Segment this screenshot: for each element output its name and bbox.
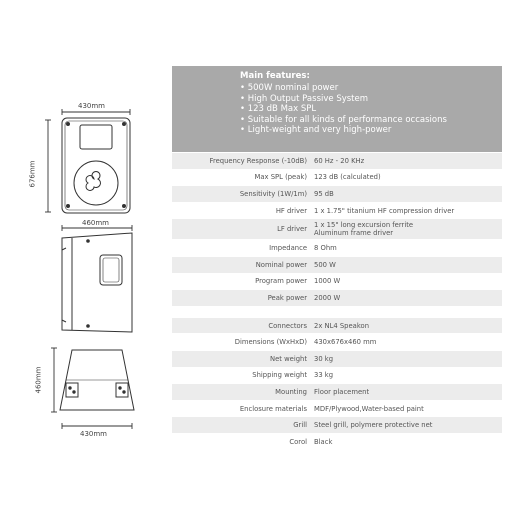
spec-row: [172, 219, 502, 240]
spec-label: Corol: [289, 437, 307, 446]
spec-label: HF driver: [275, 206, 307, 215]
features-list: [240, 83, 447, 136]
spec-label: Nominal power: [255, 260, 307, 269]
spec-label: Enclosure materials: [239, 404, 307, 413]
feature-item: • High Output Passive System: [240, 94, 447, 105]
main-features-box: [172, 66, 502, 152]
spec-row: [172, 384, 502, 401]
spec-row: [172, 240, 502, 257]
spec-value: 60 Hz - 20 KHz: [314, 156, 365, 165]
spec-label: Shipping weight: [252, 371, 307, 380]
front-width-label: 430mm: [78, 102, 105, 110]
spec-value: [314, 219, 413, 239]
spec-label: Net weight: [269, 354, 307, 363]
spec-value: 8 Ohm: [314, 244, 337, 253]
spec-label: Frequency Response (-10dB): [209, 156, 307, 165]
spec-value: 123 dB (calculated): [314, 173, 381, 182]
spec-row: [172, 368, 502, 385]
spec-label: Max SPL (peak): [254, 173, 307, 182]
spec-value: 1000 W: [314, 277, 341, 286]
spec-row: [172, 290, 502, 307]
top-view: [60, 350, 134, 410]
spec-value-line2: Aluminum frame driver: [314, 229, 394, 238]
top-width-label: 430mm: [80, 430, 107, 438]
spec-row: [172, 274, 502, 291]
technical-drawings: [0, 0, 172, 522]
spec-value-line1: 1 x 15" long excursion ferrite: [314, 221, 414, 230]
spec-label: Mounting: [275, 387, 307, 396]
spec-label: Program power: [255, 277, 307, 286]
spec-value: 33 kg: [314, 371, 334, 380]
spec-row: [172, 401, 502, 418]
spec-value: 500 W: [314, 260, 336, 269]
spec-value: 1 x 1.75" titanium HF compression driver: [314, 206, 455, 215]
spec-value: 95 dB: [314, 189, 334, 198]
feature-item: • 123 dB Max SPL: [240, 104, 447, 115]
spec-value: 430x676x460 mm: [314, 338, 377, 347]
spec-row: [172, 318, 502, 335]
spec-label: Sensitivity (1W/1m): [239, 189, 307, 198]
spec-row: [172, 257, 502, 274]
spec-value: Steel grill, polymere protective net: [314, 421, 433, 430]
spec-value: MDF/Plywood,Water-based paint: [314, 404, 424, 413]
spec-row: [172, 417, 502, 434]
feature-item: • Light-weight and very high-power: [240, 125, 447, 136]
spec-value: Floor placement: [314, 387, 370, 396]
spec-row: [172, 170, 502, 187]
spec-row: [172, 186, 502, 203]
side-depth-label: 460mm: [82, 219, 109, 227]
spec-label: Connectors: [268, 321, 307, 330]
top-depth-label: 460mm: [34, 366, 43, 394]
spec-label: Dimensions (WxHxD): [234, 338, 307, 347]
front-height-label: 676mm: [28, 160, 37, 188]
spec-value: 2x NL4 Speakon: [314, 321, 369, 330]
spec-gap: [172, 307, 502, 318]
spec-value: Black: [314, 437, 333, 446]
front-view: [62, 118, 130, 213]
spec-row: [172, 153, 502, 170]
spec-row: [172, 351, 502, 368]
spec-label: Peak power: [267, 293, 307, 302]
spec-label: LF driver: [277, 225, 307, 234]
features-title: Main features:: [240, 71, 310, 81]
spec-value: 30 kg: [314, 354, 334, 363]
spec-row: [172, 334, 502, 351]
spec-label: Grill: [293, 421, 307, 430]
spec-value: 2000 W: [314, 293, 341, 302]
spec-row: [172, 203, 502, 220]
spec-label: Impedance: [269, 244, 307, 253]
feature-item: • Suitable for all kinds of performance occasions: [240, 115, 447, 126]
feature-item: • 500W nominal power: [240, 83, 447, 94]
spec-row: [172, 434, 502, 451]
specs-table: [172, 153, 502, 451]
speaker-drawings-svg: [0, 0, 172, 522]
side-view: [62, 233, 132, 332]
